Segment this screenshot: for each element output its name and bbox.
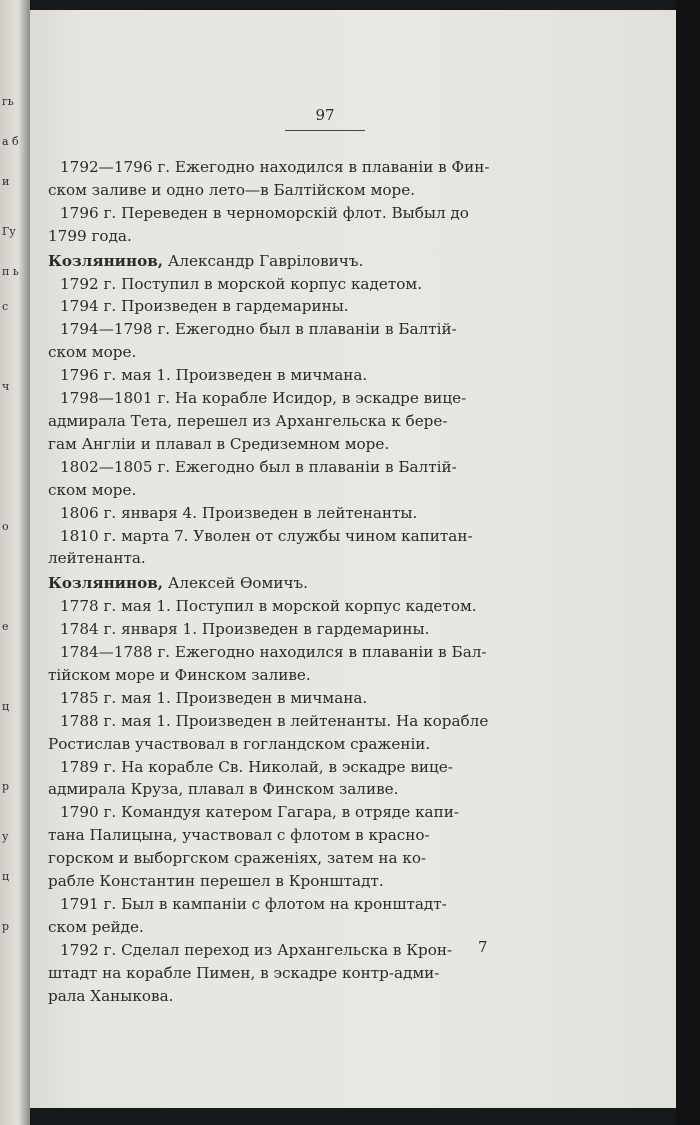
book-page [30, 10, 678, 1108]
person-heading [48, 250, 658, 273]
adjacent-page-text-fragment: р [2, 780, 10, 793]
entry-line: 1788 г. мая 1. Произведен в лейтенанты. На корабле [60, 711, 489, 730]
entry-line: 1798—1801 г. На корабле Исидор, в эскадре вице- [60, 389, 467, 408]
entry-continuation-line: рала Ханыкова. [48, 986, 174, 1005]
adjacent-page-text-fragment: и [2, 175, 10, 188]
entry-line: 1790 г. Командуя катером Гагара, в отряде капи- [60, 803, 459, 822]
adjacent-page-text-fragment: ц [2, 700, 10, 713]
adjacent-page-text-fragment: ч [2, 380, 10, 393]
entry-continuation-line: штадт на корабле Пимен, в эскадре контр-адми- [48, 963, 440, 982]
page-body [48, 156, 658, 1008]
entry-continuation-line: ском море. [48, 480, 137, 499]
entry-continuation-line: Ростислав участвовал в гогландском сраженiи. [48, 734, 431, 753]
adjacent-page-text-fragment: у [2, 830, 9, 843]
adjacent-page-text-fragment: о [2, 520, 9, 533]
entry-continuation-line: лейтенанта. [48, 549, 146, 568]
adjacent-page-text-fragment: р [2, 920, 10, 933]
adjacent-page-text-fragment: гь [2, 95, 14, 108]
entry-continuation-line: ском рейде. [48, 917, 144, 936]
person-heading [48, 572, 658, 595]
entry-line: 1806 г. января 4. Произведен в лейтенанты. [60, 503, 418, 522]
entry-continuation-line: горском и выборгском сраженiях, затем на ко- [48, 849, 427, 868]
entry-continuation-line: ском заливе и одно лето—в Балтiйском море. [48, 180, 416, 199]
entry-line: 1792 г. Сделал переход из Архангельска в Крон- [60, 940, 453, 959]
page-number: 97 [315, 106, 335, 124]
entry-continuation-line: гам Англiи и плавал в Средиземном море. [48, 434, 390, 453]
entry-continuation-line: рабле Константин перешел в Кронштадт. [48, 872, 384, 891]
entry-line: 1784—1788 г. Ежегодно находился в плаванiи в Бал- [60, 643, 487, 662]
entry-line: 1796 г. Переведен в черноморскiй флот. Выбыл до [60, 203, 469, 222]
entry-line: 1794 г. Произведен в гардемарины. [60, 297, 349, 316]
adjacent-page-text-fragment: п ь [2, 265, 19, 278]
adjacent-page-text-fragment: с [2, 300, 9, 313]
book-binding-shadow [676, 0, 700, 1125]
person-surname: Козлянинов, [48, 574, 164, 593]
entry-line: 1792—1796 г. Ежегодно находился в плаванiи в Фин- [60, 158, 490, 176]
page-number-rule [285, 130, 365, 131]
entry-continuation-line: 1799 года. [48, 226, 132, 245]
entry-line: 1802—1805 г. Ежегодно был в плаванiи в Балтiй- [60, 457, 457, 476]
entry-continuation-line: тiйском море и Финском заливе. [48, 665, 311, 684]
adjacent-page-text-fragment: е [2, 620, 9, 633]
adjacent-page-text-fragment: ц [2, 870, 10, 883]
person-surname: Козлянинов, [48, 251, 164, 270]
entry-line: 1778 г. мая 1. Поступил в морской корпус кадетом. [60, 597, 477, 616]
entry-line: 1796 г. мая 1. Произведен в мичмана. [60, 366, 368, 385]
entry-line: 1810 г. марта 7. Уволен от службы чином капитан- [60, 526, 473, 545]
entry-continuation-line: адмирала Тета, перешел из Архангельска к бере- [48, 411, 448, 430]
entry-line: 1784 г. января 1. Произведен в гардемарины. [60, 620, 430, 639]
adjacent-page-text-fragment: а б [2, 135, 19, 148]
signature-mark: 7 [478, 938, 488, 956]
entry-line: 1794—1798 г. Ежегодно был в плаванiи в Балтiй- [60, 320, 457, 339]
adjacent-page-edge [0, 0, 30, 1125]
entry-line: 1792 г. Поступил в морской корпус кадетом. [60, 274, 423, 293]
person-given-names: Александр Гаврiловичъ. [163, 251, 364, 270]
entry-line: 1785 г. мая 1. Произведен в мичмана. [60, 688, 368, 707]
entry-line: 1789 г. На корабле Св. Николай, в эскадре вице- [60, 757, 453, 776]
adjacent-page-text-fragment: Гу [2, 225, 16, 238]
entry-line: 1791 г. Был в кампанiи с флотом на кронштадт- [60, 895, 447, 913]
person-given-names: Алексей Өомичъ. [163, 574, 309, 593]
entry-continuation-line: тана Палицына, участвовал с флотом в красно- [48, 826, 430, 845]
entry-continuation-line: ском море. [48, 343, 137, 362]
entry-continuation-line: адмирала Круза, плавал в Финском заливе. [48, 780, 399, 799]
